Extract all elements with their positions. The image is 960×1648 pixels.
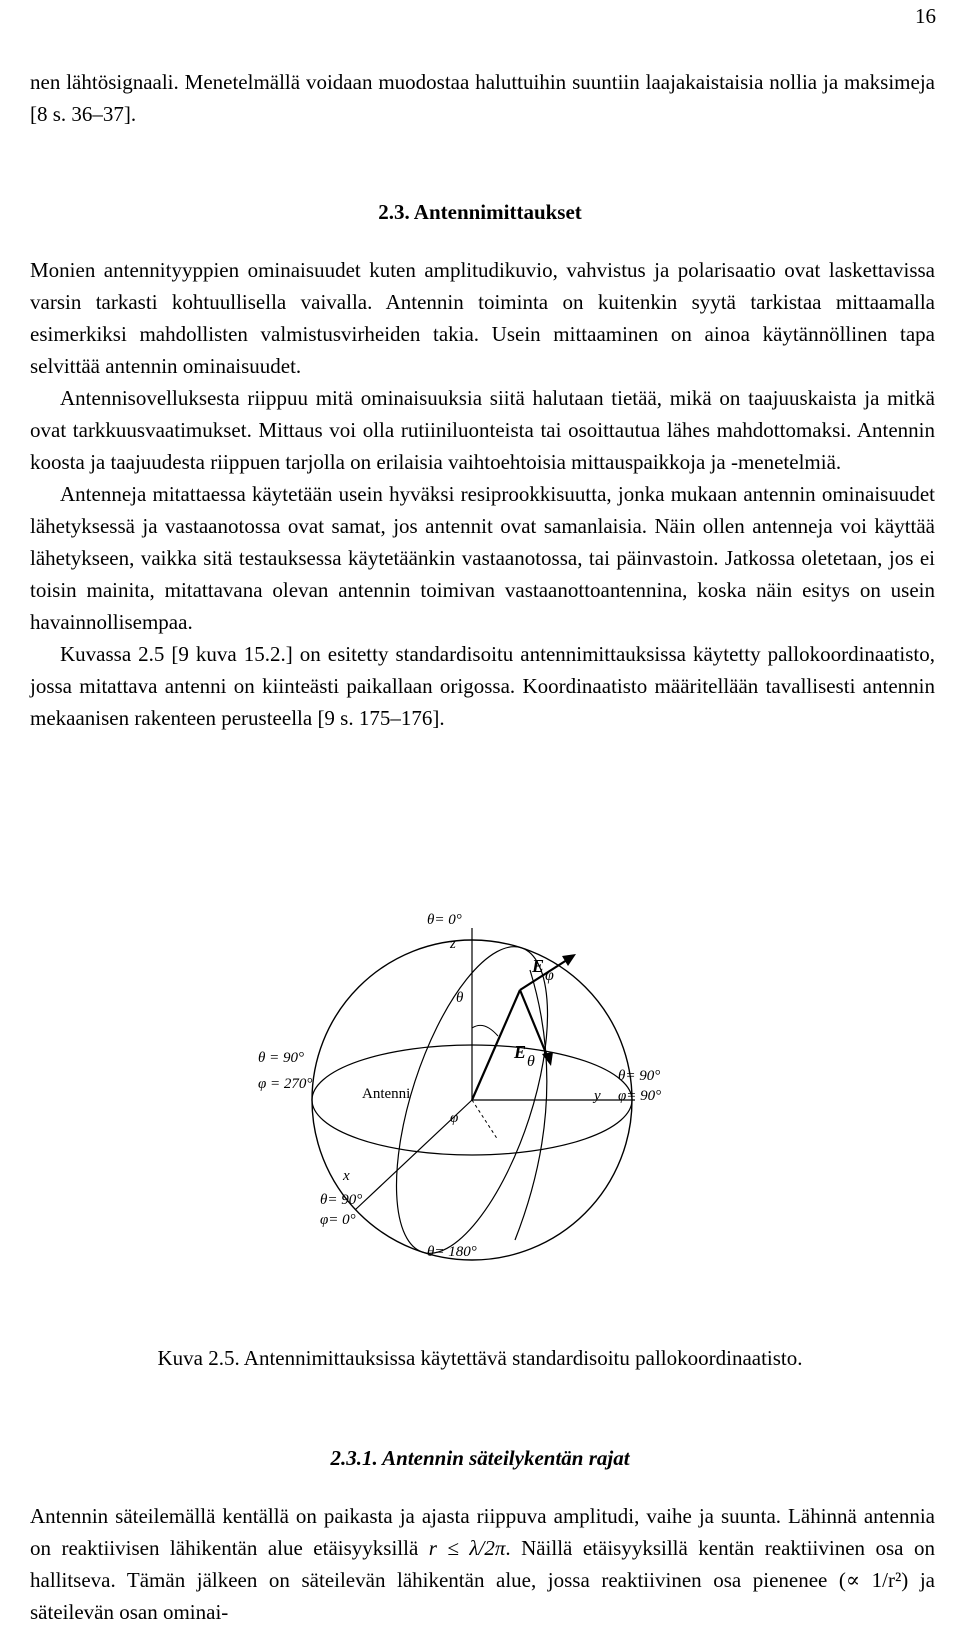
intro-paragraph: nen lähtösignaali. Menetelmällä voidaan muodostaa haluttuihin suuntiin laajakaistaisia nollia ja maksimeja [8 s. 36–37]. <box>30 70 935 126</box>
label-bottom-theta: θ= 90° <box>320 1192 363 1208</box>
body-text <box>30 254 935 734</box>
label-right-phi: φ= 90° <box>618 1088 662 1104</box>
section-heading: 2.3. Antennimittaukset <box>378 200 582 224</box>
spherical-coordinate-figure <box>240 910 720 1290</box>
label-e-phi-sub: φ <box>545 967 554 984</box>
label-bottom-phi: φ= 0° <box>320 1212 356 1228</box>
page-number: 16 <box>915 4 936 28</box>
e-phi-arrowhead <box>562 954 576 966</box>
label-e-theta-sub: θ <box>527 1053 535 1070</box>
theta-arc <box>472 1025 498 1036</box>
label-theta-0: θ= 0° <box>427 912 462 928</box>
label-e-theta: E <box>514 1042 527 1062</box>
math-proportional: ∝ 1/r² <box>845 1568 902 1592</box>
paragraph-1: Monien antennityyppien ominaisuudet kuten amplitudikuvio, vahvistus ja polarisaatio ovat laskettavissa varsin tarkasti kohtuullisella vaivalla. Antennin toiminta on kuitenkin syytä tarkistaa mittaamalla esimerkiksi mahdollisten valmistusvirheiden takia. Usein mittaaminen on ainoa käytännöllinen tapa selvittää antennin ominaisuudet. <box>30 258 935 378</box>
label-x: x <box>343 1168 350 1184</box>
label-antenna: Antenni <box>362 1086 411 1102</box>
paragraph-3: Antenneja mitattaessa käytetään usein hyväksi resiprookkisuutta, jonka mukaan antennin ominaisuudet lähetyksessä ja vastaanotossa ovat samat, jos antennit ovat samanlaisia. Näin ollen antenneja voi käyttää lähetykseen, vaikka sitä testauksessa käytetäänkin vastaanotossa, tai päinvastoin. Jatkossa oletetaan, jos ei toisin mainita, mitattavana olevan antennin toimivan vastaanottoantennina, koska näin esitys on usein havainnollisempaa. <box>30 482 935 634</box>
math-near-field: r ≤ λ/2π <box>428 1536 506 1560</box>
meridian-arc <box>515 970 547 1240</box>
paragraph-4: Kuvassa 2.5 [9 kuva 15.2.] on esitetty standardisoitu antennimittauksissa käytetty pallokoordinaatisto, jossa mitattava antenni on kiinteästi paikallaan origossa. Koordinaatisto määritellään tavallisesti antennin mekaanisen rakenteen perusteella [9 s. 175–176]. <box>30 642 935 730</box>
label-right-theta: θ= 90° <box>618 1068 661 1084</box>
label-e-phi: E <box>532 956 545 976</box>
paragraph-2: Antennisovelluksesta riippuu mitä ominaisuuksia siitä halutaan tietää, mikä on taajuuskaista ja mitkä ovat tarkkuusvaatimukset. Mittaus voi olla rutiiniluonteista tai osoittautua lähes mahdottomaksi. Antennin koosta ja taajuudesta riippuen tarjolla on erilaisia vaihtoehtoisia mittauspaikkoja ja -menetelmiä. <box>30 386 935 474</box>
label-left-phi: φ = 270° <box>258 1076 313 1092</box>
projection-line <box>472 1100 498 1140</box>
label-phi: φ <box>450 1110 459 1126</box>
label-z: z <box>450 936 456 952</box>
label-left-theta: θ = 90° <box>258 1050 304 1066</box>
label-y: y <box>594 1088 601 1104</box>
label-theta-180: θ= 180° <box>427 1244 477 1260</box>
last-paragraph: Antennin säteilemällä kentällä on paikasta ja ajasta riippuva amplitudi, vaihe ja suunta. Lähinnä antennia on reaktiivisen lähikentän alue etäisyyksillä r ≤ λ/2π. Näillä etäisyyksillä kentän reaktiivinen osa on hallitseva. Tämän jälkeen on säteilevän lähikentän alue, jossa reaktiivinen osa pienenee (∝ 1/r²) ja säteilevän osan ominai- <box>30 1504 935 1624</box>
subsection-heading: 2.3.1. Antennin säteilykentän rajat <box>330 1446 630 1470</box>
label-theta: θ <box>456 990 464 1006</box>
figure-caption: Kuva 2.5. Antennimittauksissa käytettävä standardisoitu pallokoordinaatisto. <box>157 1346 803 1370</box>
